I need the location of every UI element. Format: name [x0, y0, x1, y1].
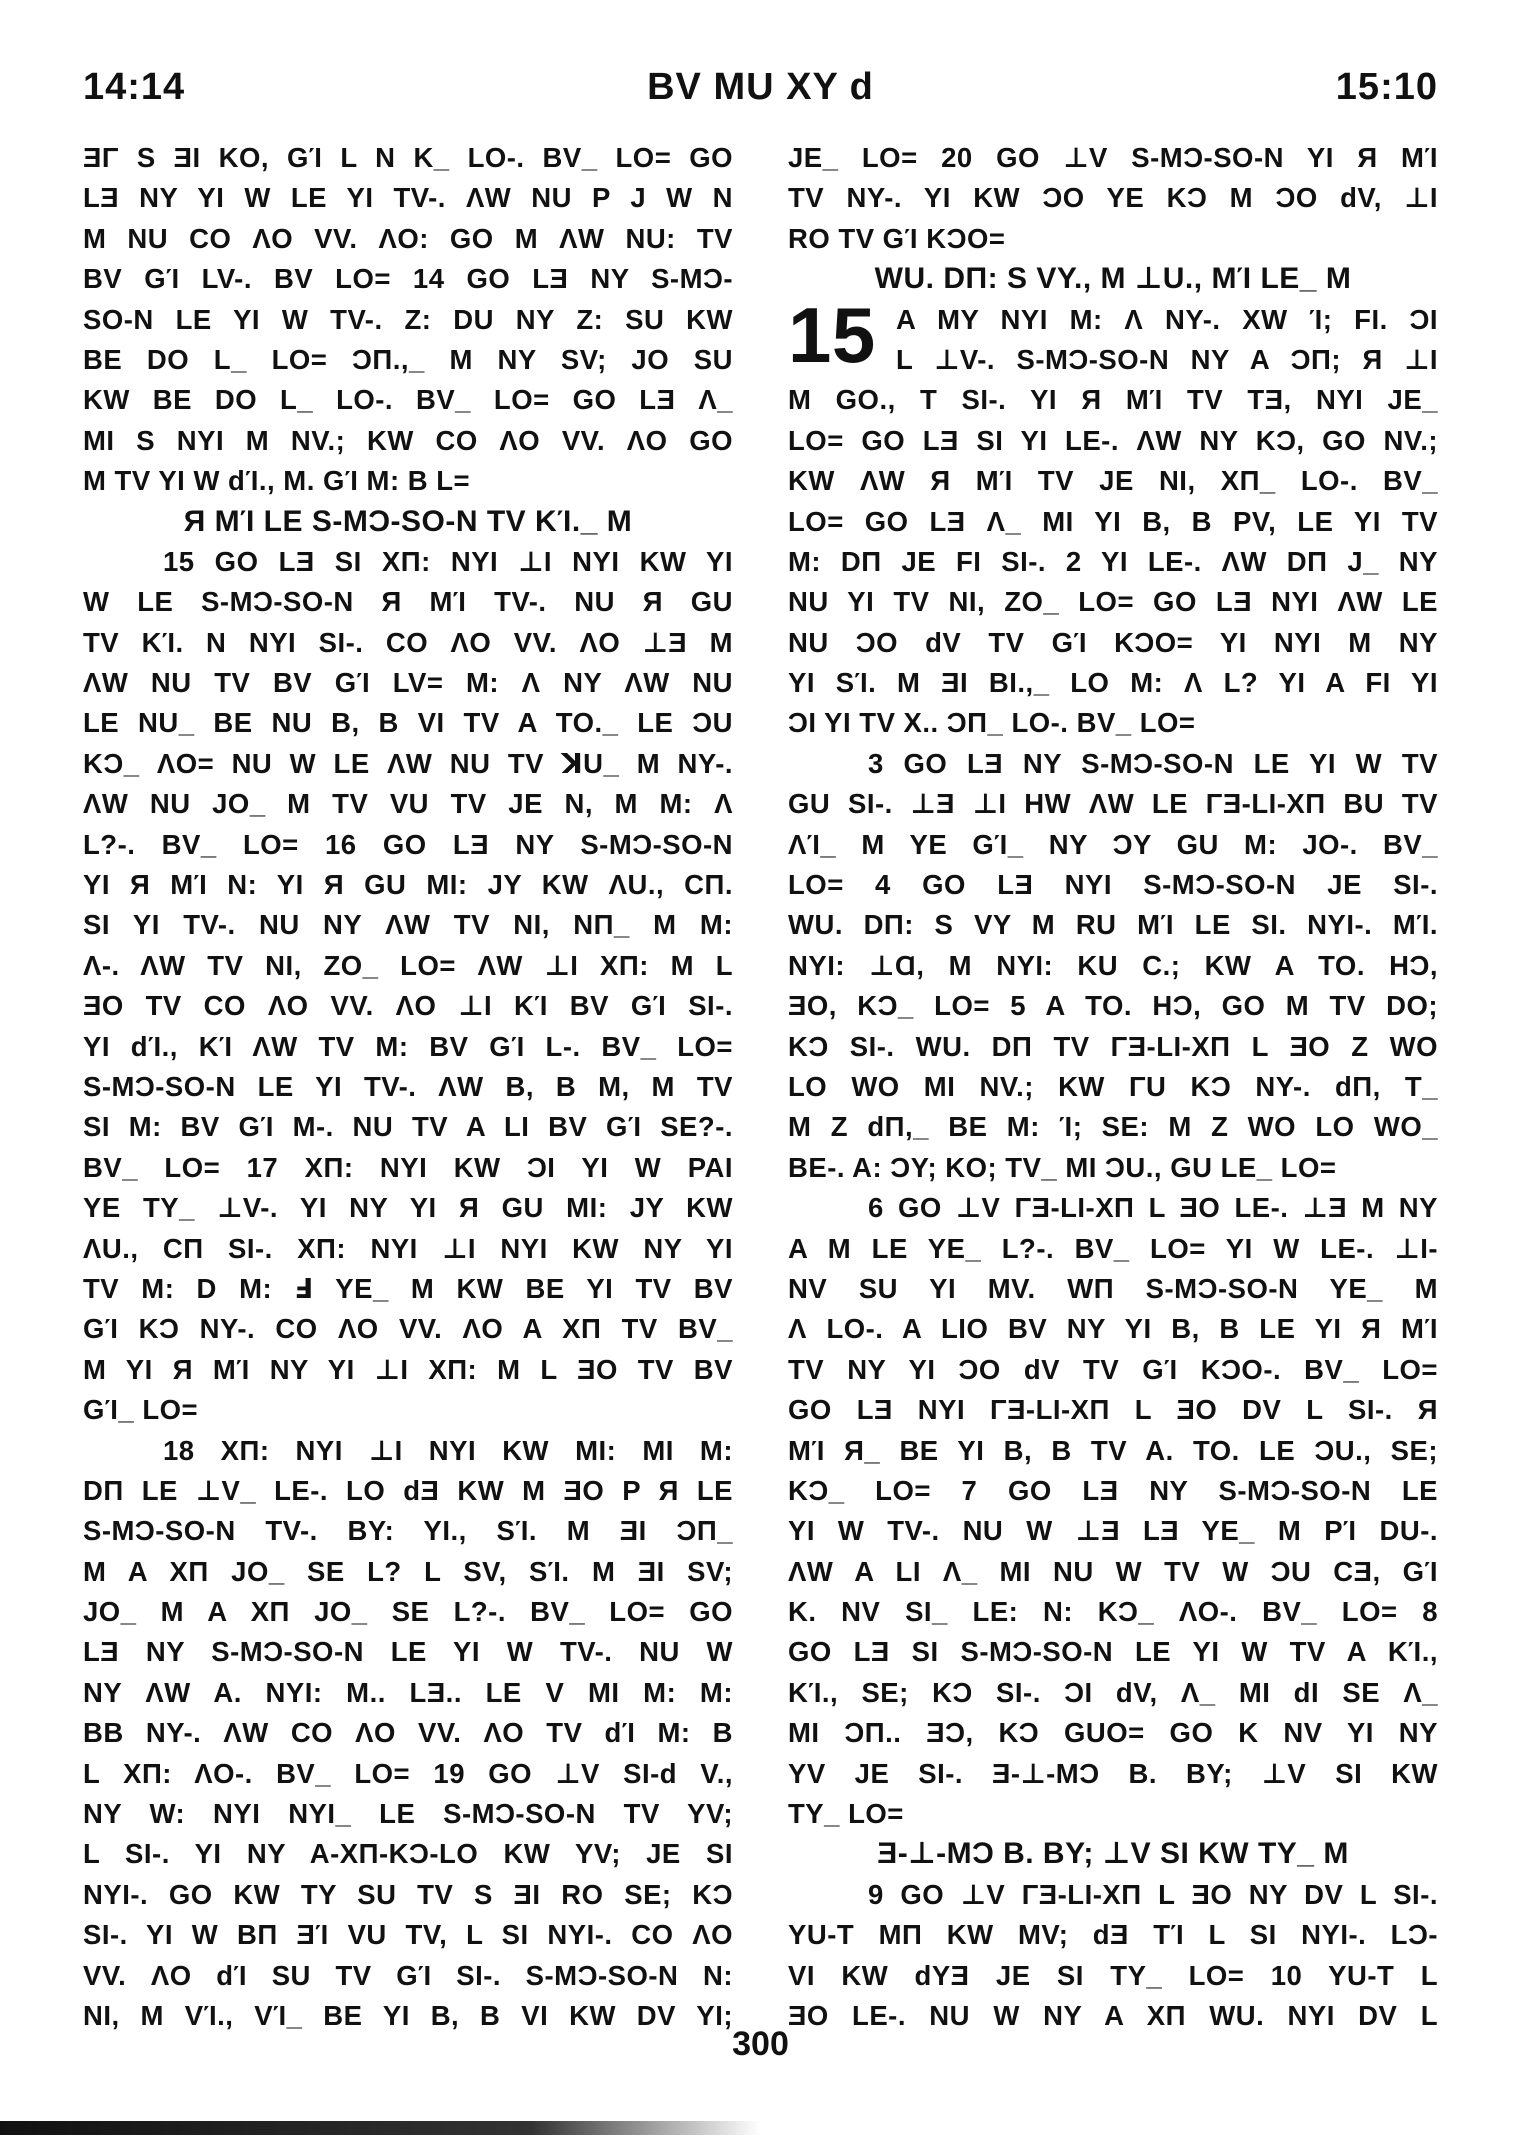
text-line: JE_ LO= 20 GO ⊥V S-MƆ-SO-N YI Я MΊ [788, 142, 1438, 173]
running-header-left: 14:14 [83, 66, 186, 108]
text-line: GO LƎ SI S-MƆ-SO-N LE YI W TV A KΊ., [788, 1636, 1438, 1668]
text-line: NI, M VΊ., VΊ_ BE YI B, B VI KW DV YI; [83, 1999, 733, 2031]
text-line: NU YI TV NI, ZO_ LO= GO LƎ NYI ΛW LE [788, 586, 1438, 618]
text-line: MI S NYI M NV.; KW CO ΛO VV. ΛO GO [83, 424, 733, 456]
text-line: GΊ KƆ NY-. CO ΛO VV. ΛO A XΠ TV BV_ [83, 1313, 733, 1345]
text-line: S-MƆ-SO-N TV-. BY: YI., SΊ. M ƎI ƆΠ_ [83, 1515, 733, 1547]
text-line: ΛU., CΠ SI-. XΠ: NYI ⊥I NYI KW NY YI [83, 1232, 733, 1264]
text-line: SI M: BV GΊ M-. NU TV A LI BV GΊ SE?-. [83, 1111, 733, 1143]
text-line: YE TY_ ⊥V-. YI NY YI Я GU MI: JY KW [83, 1192, 733, 1224]
text-line: NY W: NYI NYI_ LE S-MƆ-SO-N TV YV; [83, 1798, 733, 1830]
text-line: M TV YI W dΊ., M. GΊ M: B L= [83, 465, 471, 497]
text-line: L SI-. YI NY A-XΠ-KƆ-LO KW YV; JE SI [83, 1838, 733, 1870]
running-header-right: 15:10 [1335, 66, 1438, 108]
text-line: NYI-. GO KW TY SU TV S ƎI RO SE; KƆ [83, 1878, 733, 1910]
text-line: WU. DΠ: S VY., M ⊥U., MΊ LE_ M [874, 262, 1352, 296]
text-line: BV_ LO= 17 XΠ: NYI KW ƆI YI W PAI [83, 1151, 733, 1183]
text-line: Λ LO-. A LIO BV NY YI B, B LE YI Я MΊ [788, 1313, 1438, 1345]
text-line: YV JE SI-. Ǝ-⊥-MƆ B. BY; ⊥V SI KW [788, 1757, 1438, 1789]
text-line: YI SΊ. M ƎI BI.,_ LO M: Λ L? YI A FI YI [788, 667, 1438, 699]
text-line: L ⊥V-. S-MƆ-SO-N NY A ƆΠ; Я ⊥I [896, 343, 1438, 375]
text-line: ƎO TV CO ΛO VV. ΛO ⊥I KΊ BV GΊ SI-. [83, 990, 733, 1022]
running-header-title: BV MU XY d [647, 66, 874, 108]
text-line: LO= 4 GO LƎ NYI S-MƆ-SO-N JE SI-. [788, 869, 1438, 901]
text-line: LO= GO LƎ SI YI LE-. ΛW NY KƆ, GO NV.; [788, 424, 1438, 456]
text-line: JO_ M A XΠ JO_ SE L?-. BV_ LO= GO [83, 1596, 733, 1628]
text-line: BB NY-. ΛW CO ΛO VV. ΛO TV dΊ M: B [83, 1717, 733, 1749]
text-line: YI Я MΊ N: YI Я GU MI: JY KW ΛU., CΠ. [83, 869, 733, 901]
text-line: M: DΠ JE FI SI-. 2 YI LE-. ΛW DΠ J_ NY [788, 545, 1438, 577]
text-line: SI YI TV-. NU NY ΛW TV NI, NΠ_ M M: [83, 909, 733, 941]
text-line: M Z dΠ,_ BE M: Ί; SE: M Z WO LO WO_ [788, 1111, 1438, 1143]
text-line: YU-T MΠ KW MV; dƎ TΊ L SI NYI-. LƆ- [788, 1919, 1438, 1951]
text-line: KW BE DO L_ LO-. BV_ LO= GO LƎ Λ_ [83, 384, 733, 416]
text-line: TV KΊ. N NYI SI-. CO ΛO VV. ΛO ⊥Ǝ M [83, 626, 733, 658]
page-number: 300 [732, 2025, 789, 2063]
text-line: 18 XΠ: NYI ⊥I NYI KW MI: MI M: [163, 1434, 733, 1466]
text-line: WU. DΠ: S VY M RU MΊ LE SI. NYI-. MΊ. [788, 909, 1438, 941]
text-line: NYI: ⊥Ɑ, M NYI: KU C.; KW A TO. HƆ, [788, 949, 1438, 981]
text-line: ΛW A LI Λ_ MI NU W TV W ƆU CƎ, GΊ [788, 1555, 1438, 1587]
text-line: M YI Я MΊ NY YI ⊥I XΠ: M L ƎO TV BV [83, 1353, 733, 1385]
text-line: 15 GO LƎ SI XΠ: NYI ⊥I NYI KW YI [163, 545, 733, 577]
text-line: KƆ_ LO= 7 GO LƎ NY S-MƆ-SO-N LE [788, 1474, 1438, 1506]
chapter-number-drop-cap: 15 [788, 290, 876, 379]
text-line: NU ƆO dV TV GΊ KƆO= YI NYI M NY [788, 626, 1438, 658]
text-line: BE DO L_ LO= ƆΠ.,_ M NY SV; JO SU [83, 343, 733, 375]
text-line: K. NV SI_ LE: N: KƆ_ ΛO-. BV_ LO= 8 [788, 1596, 1438, 1628]
text-line: ƆI YI TV X.. ƆΠ_ LO-. BV_ LO= [788, 707, 1196, 739]
text-line: SI-. YI W BΠ ƎΊ VU TV, L SI NYI-. CO ΛO [83, 1919, 733, 1951]
text-line: LƎ NY YI W LE YI TV-. ΛW NU P J W N [83, 182, 733, 214]
text-line: KƆ SI-. WU. DΠ TV ΓƎ-LI-XΠ L ƎO Z WO [788, 1030, 1438, 1062]
text-line: TV NY-. YI KW ƆO YE KƆ M ƆO dV, ⊥I [788, 182, 1438, 214]
text-line: VI KW dYƎ JE SI TY_ LO= 10 YU-T L [788, 1959, 1438, 1991]
text-line: BV GΊ LV-. BV LO= 14 GO LƎ NY S-MƆ- [83, 263, 733, 295]
text-line: LƎ NY S-MƆ-SO-N LE YI W TV-. NU W [83, 1636, 733, 1668]
text-line: MI ƆΠ.. ƎƆ, KƆ GUO= GO K NV YI NY [788, 1717, 1438, 1749]
text-line: ƎO, KƆ_ LO= 5 A TO. HƆ, GO M TV DO; [788, 990, 1438, 1022]
text-line: LO WO MI NV.; KW ΓU KƆ NY-. dΠ, T_ [788, 1070, 1438, 1102]
text-line: NV SU YI MV. WΠ S-MƆ-SO-N YE_ M [788, 1272, 1438, 1304]
text-line: 3 GO LƎ NY S-MƆ-SO-N LE YI W TV [868, 747, 1438, 779]
text-line: W LE S-MƆ-SO-N Я MΊ TV-. NU Я GU [83, 586, 733, 618]
text-line: M A XΠ JO_ SE L? L SV, SΊ. M ƎI SV; [83, 1555, 733, 1587]
text-line: VV. ΛO dΊ SU TV GΊ SI-. S-MƆ-SO-N N: [83, 1959, 733, 1991]
text-line: TY_ LO= [788, 1798, 904, 1830]
text-line: NY ΛW A. NYI: M.. LƎ.. LE V MI M: M: [83, 1676, 733, 1708]
text-line: GU SI-. ⊥Ǝ ⊥I HW ΛW LE ΓƎ-LI-XΠ BU TV [788, 788, 1438, 820]
text-line: GO LƎ NYI ΓƎ-LI-XΠ L ƎO DV L SI-. Я [788, 1394, 1438, 1426]
text-line: Я MΊ LE S-MƆ-SO-N TV KΊ._ M [183, 504, 633, 538]
text-line: BE-. A: ƆY; KO; TV_ MI ƆU., GU LE_ LO= [788, 1151, 1337, 1183]
text-line: A MY NYI M: Λ NY-. XW Ί; FI. ƆI [896, 303, 1438, 335]
text-line: 6 GO ⊥V ΓƎ-LI-XΠ L ƎO LE-. ⊥Ǝ M NY [868, 1192, 1438, 1224]
text-line: TV NY YI ƆO dV TV GΊ KƆO-. BV_ LO= [788, 1353, 1438, 1385]
text-line: GΊ_ LO= [83, 1394, 199, 1426]
text-line: TV M: D M: Ⅎ YE_ M KW BE YI TV BV [83, 1272, 733, 1304]
text-line: S-MƆ-SO-N LE YI TV-. ΛW B, B M, M TV [83, 1070, 733, 1102]
text-line: 9 GO ⊥V ΓƎ-LI-XΠ L ƎO NY DV L SI-. [868, 1878, 1438, 1910]
text-line: YI W TV-. NU W ⊥Ǝ LƎ YE_ M PΊ DU-. [788, 1515, 1438, 1547]
text-line: KƆ_ ΛO= NU W LE ΛW NU TV ꓘU_ M NY-. [83, 747, 733, 779]
right-column [788, 138, 1438, 2036]
text-line: YI dΊ., KΊ ΛW TV M: BV GΊ L-. BV_ LO= [83, 1030, 733, 1062]
text-line: A M LE YE_ L?-. BV_ LO= YI W LE-. ⊥I- [788, 1232, 1438, 1264]
text-line: L?-. BV_ LO= 16 GO LƎ NY S-MƆ-SO-N [83, 828, 733, 860]
text-line: LE NU_ BE NU B, B VI TV A TO._ LE ƆU [83, 707, 733, 739]
text-line: RO TV GΊ KƆO= [788, 222, 1006, 254]
text-line: SO-N LE YI W TV-. Z: DU NY Z: SU KW [83, 303, 733, 335]
text-line: ƎΓ S ƎI KO, GΊ L N K_ LO-. BV_ LO= GO [83, 142, 733, 173]
text-line: ΛW NU JO_ M TV VU TV JE N, M M: Λ [83, 788, 733, 820]
text-line: M GO., T SI-. YI Я MΊ TV TƎ, NYI JE_ [788, 384, 1438, 416]
text-line: ƎO LE-. NU W NY A XΠ WU. NYI DV L [788, 1999, 1438, 2031]
text-line: ΛW NU TV BV GΊ LV= M: Λ NY ΛW NU [83, 667, 733, 699]
text-line: LO= GO LƎ Λ_ MI YI B, B PV, LE YI TV [788, 505, 1438, 537]
scan-edge-shadow [0, 2121, 760, 2135]
text-line: Ǝ-⊥-MƆ B. BY; ⊥V SI KW TY_ M [877, 1837, 1349, 1871]
text-line: M NU CO ΛO VV. ΛO: GO M ΛW NU: TV [83, 222, 733, 254]
text-line: KW ΛW Я MΊ TV JE NI, XΠ_ LO-. BV_ [788, 465, 1438, 497]
text-line: KΊ., SE; KƆ SI-. ƆI dV, Λ_ MI dI SE Λ_ [788, 1676, 1438, 1708]
text-line: MΊ Я_ BE YI B, B TV A. TO. LE ƆU., SE; [788, 1434, 1438, 1466]
text-line: Λ-. ΛW TV NI, ZO_ LO= ΛW ⊥I XΠ: M L [83, 949, 733, 981]
text-line: DΠ LE ⊥V_ LE-. LO dƎ KW M ƎO P Я LE [83, 1474, 733, 1506]
left-column [83, 138, 733, 2036]
text-line: ΛΊ_ M YE GΊ_ NY ƆY GU M: JO-. BV_ [788, 828, 1438, 860]
text-line: L XΠ: ΛO-. BV_ LO= 19 GO ⊥V SI-d V., [83, 1757, 733, 1789]
